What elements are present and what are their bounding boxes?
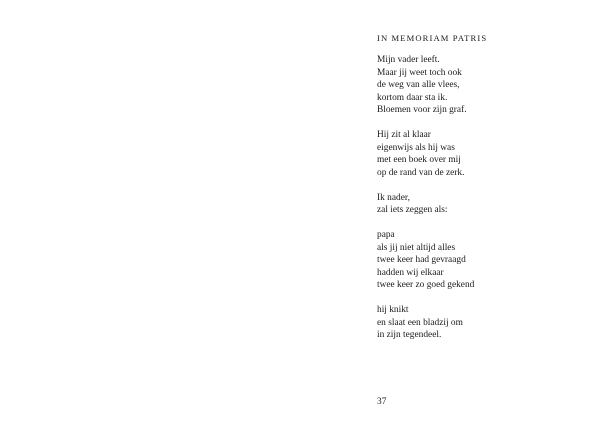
poem-body bbox=[377, 54, 474, 354]
poem-line: twee keer had gevraagd bbox=[377, 255, 466, 265]
poem-line: Hij zit al klaar bbox=[377, 130, 431, 140]
page-number: 37 bbox=[377, 397, 387, 407]
poem-line: hij knikt bbox=[377, 305, 409, 315]
stanza bbox=[377, 54, 474, 117]
poem-line: in zijn tegendeel. bbox=[377, 330, 442, 340]
poem-line: kortom daar sta ik. bbox=[377, 92, 448, 103]
stanza bbox=[377, 192, 474, 217]
poem-title: IN MEMORIAM PATRIS bbox=[377, 33, 488, 43]
poem-line: en slaat een bladzij om bbox=[377, 317, 463, 328]
poem-line: op de rand van de zerk. bbox=[377, 167, 465, 178]
poem-line: Maar jij weet toch ook bbox=[377, 67, 462, 78]
stanza bbox=[377, 229, 474, 292]
stanza bbox=[377, 304, 474, 342]
poem-line: als jij niet altijd alles bbox=[377, 242, 456, 253]
poem-line: de weg van alle vlees, bbox=[377, 80, 460, 90]
right-page bbox=[300, 0, 600, 432]
stanza bbox=[377, 129, 474, 179]
poem-line: hadden wij elkaar bbox=[377, 267, 444, 278]
poem-line: zal iets zeggen als: bbox=[377, 205, 448, 215]
poem-line: Ik nader, bbox=[377, 192, 410, 203]
poem-line: twee keer zo goed gekend bbox=[377, 280, 475, 290]
poem-line: Bloemen voor zijn graf. bbox=[377, 105, 467, 115]
poem-line: papa bbox=[377, 230, 395, 240]
poem-line: eigenwijs als hij was bbox=[377, 142, 455, 153]
poem-line: Mijn vader leeft. bbox=[377, 55, 440, 65]
poem-line: met een boek over mij bbox=[377, 155, 461, 165]
